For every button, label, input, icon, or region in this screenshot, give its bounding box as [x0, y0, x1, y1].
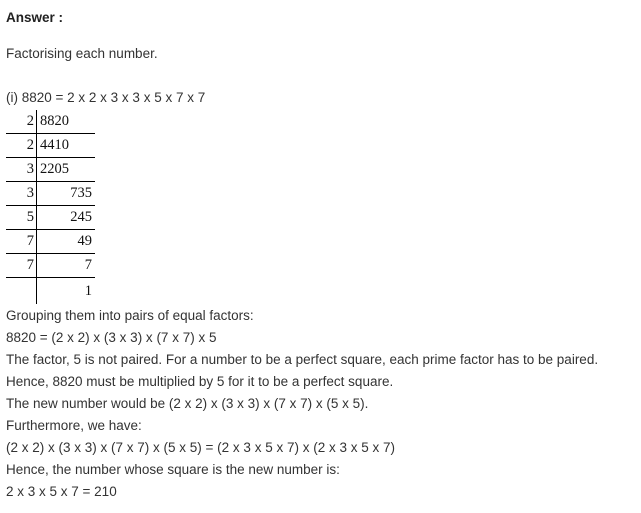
conclusion-text: Hence, the number whose square is the new number is: — [6, 462, 340, 477]
regrouping-equation: (2 x 2) x (3 x 3) x (7 x 7) x (5 x 5) = (2 x 3 x 5 x 7) x (2 x 3 x 5 x 7) — [6, 440, 395, 455]
grouping-text: Grouping them into pairs of equal factors: — [6, 308, 254, 323]
furthermore-text: Furthermore, we have: — [6, 418, 142, 433]
table-row — [6, 206, 95, 230]
divisor-cell: 3 — [6, 182, 37, 206]
divisor-cell: 2 — [6, 110, 37, 134]
unpaired-factor-text: The factor, 5 is not paired. For a number to be a perfect square, each prime factor has to be paired. — [6, 352, 599, 367]
final-answer: 2 x 3 x 5 x 7 = 210 — [6, 484, 117, 499]
dividend-cell: 735 — [37, 182, 96, 206]
divisor-cell: 2 — [6, 134, 37, 158]
table-row — [6, 182, 95, 206]
table-row — [6, 230, 95, 254]
divisor-cell: 3 — [6, 158, 37, 182]
dividend-cell: 8820 — [37, 110, 96, 134]
divisor-cell: 7 — [6, 230, 37, 254]
divisor-cell — [6, 278, 37, 305]
grouping-equation: 8820 = (2 x 2) x (3 x 3) x (7 x 7) x 5 — [6, 330, 217, 345]
dividend-cell: 2205 — [37, 158, 96, 182]
table-row — [6, 278, 95, 305]
table-row — [6, 254, 95, 278]
part-label: (i) 8820 = 2 x 2 x 3 x 3 x 5 x 7 x 7 — [6, 90, 206, 105]
divisor-cell: 7 — [6, 254, 37, 278]
dividend-cell: 7 — [37, 254, 96, 278]
table-row — [6, 158, 95, 182]
table-row — [6, 110, 95, 134]
intro-text: Factorising each number. — [6, 46, 158, 61]
multiply-text: Hence, 8820 must be multiplied by 5 for it to be a perfect square. — [6, 374, 394, 389]
dividend-cell: 49 — [37, 230, 96, 254]
answer-heading: Answer : — [6, 10, 64, 25]
new-number-text: The new number would be (2 x 2) x (3 x 3) x (7 x 7) x (5 x 5). — [6, 396, 369, 411]
divisor-cell: 5 — [6, 206, 37, 230]
dividend-cell: 245 — [37, 206, 96, 230]
dividend-cell: 4410 — [37, 134, 96, 158]
prime-factorization-table — [6, 110, 95, 304]
table-row — [6, 134, 95, 158]
dividend-cell: 1 — [84, 282, 92, 299]
